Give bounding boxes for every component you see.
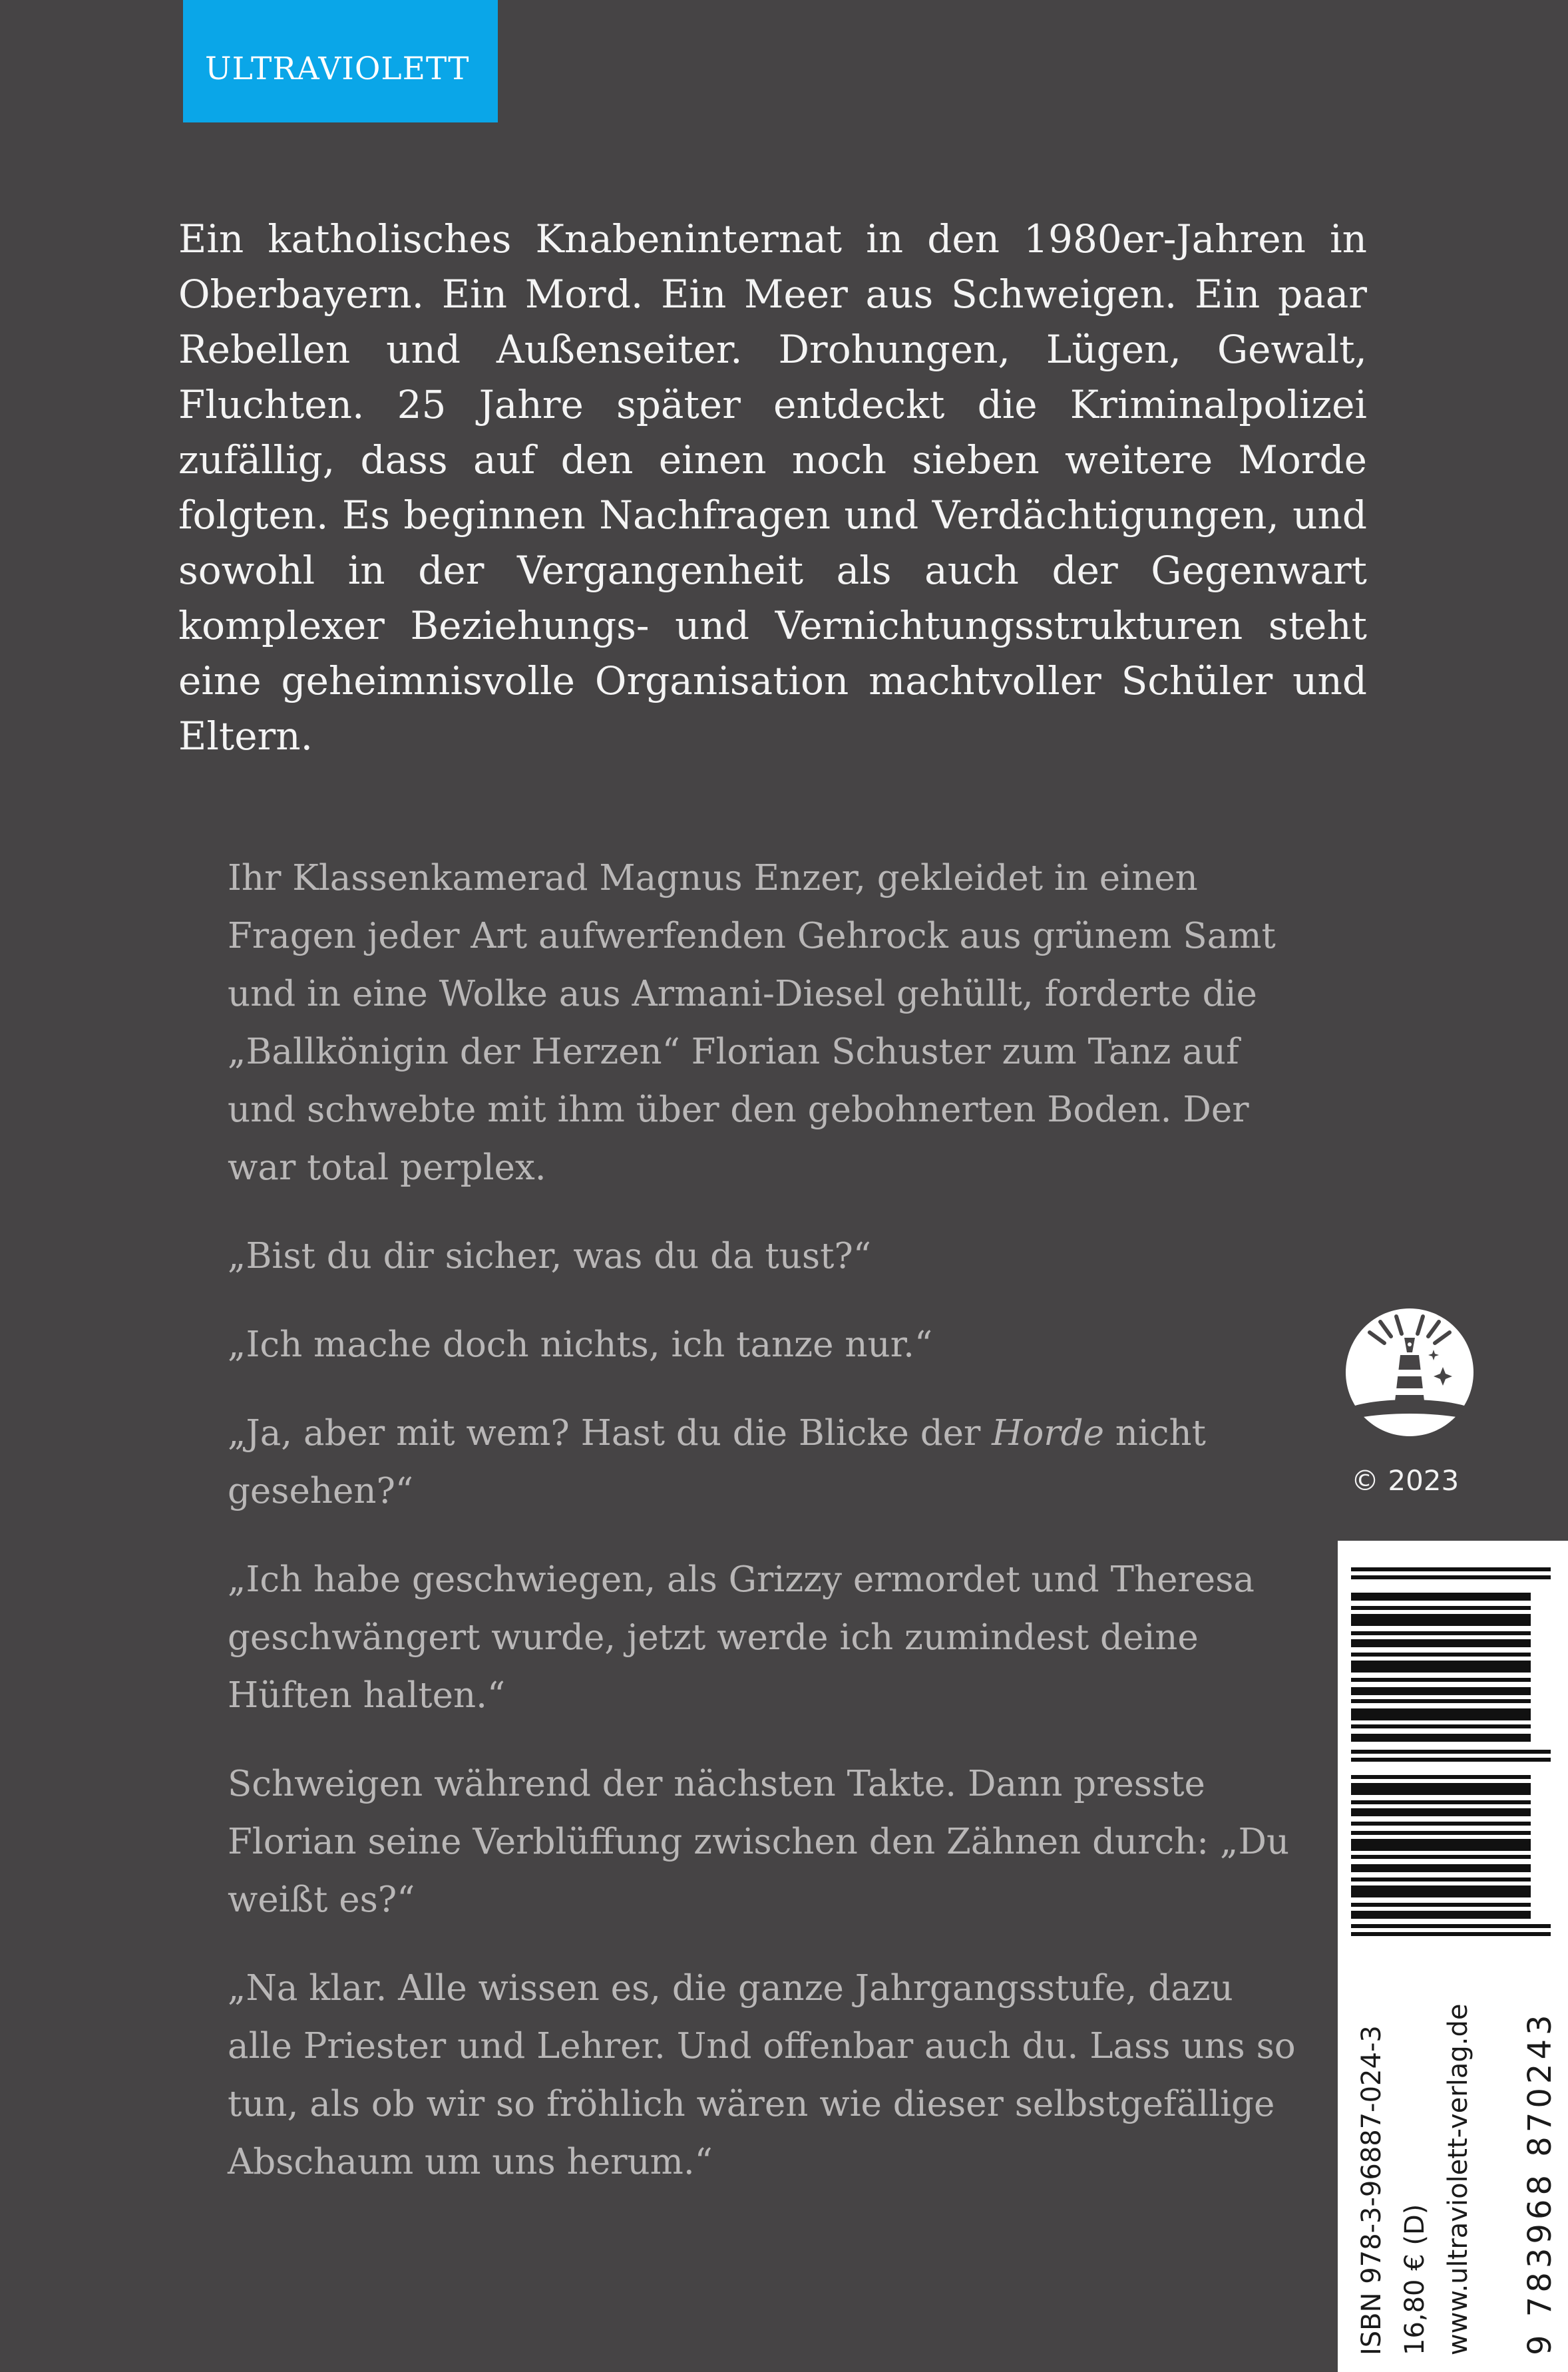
copyright-notice: © 2023 <box>1351 1464 1460 1497</box>
excerpt-text: „Ja, aber mit wem? Hast du die Blicke der <box>228 1413 992 1454</box>
price-label: 16,80 € (D) <box>1400 2204 1430 2355</box>
barcode-digits: 9 783968 870243 <box>1521 2011 1559 2355</box>
excerpt-text: nicht gesehen?“ <box>228 1413 1206 1511</box>
barcode-panel <box>1338 1541 1568 2372</box>
book-blurb: Ein katholisches Knabeninternat in den 1980er-Jahren in Oberbayern. Ein Mord. Ein Meer aus Schweigen. Ein paar Rebellen und Außenseiter. Drohungen, Lügen, Gewalt, Fluchten. 25 Jahre später entdeckt die Kriminalpolizei zufällig, dass auf den einen noch sieben weitere Morde folgten. Es beginnen Nachfragen und Verdächtigungen, und sowohl in der Vergangenheit als auch der Gegenwart komplexer Beziehungs- und Vernichtungsstrukturen steht eine geheimnisvolle Organisation machtvoller Schüler und Eltern. <box>178 216 1367 759</box>
book-excerpt <box>228 849 1306 2222</box>
excerpt-paragraph: „Bist du dir sicher, was du da tust?“ <box>228 1236 871 1277</box>
publisher-name: ULTRAVIOLETT <box>205 51 470 87</box>
excerpt-paragraph: „Na klar. Alle wissen es, die ganze Jahrgangsstufe, dazu alle Priester und Lehrer. Und offenbar auch du. Lass uns so tun, als ob wir so fröhlich wären wie dieser selbstgefällige Abschaum um uns herum.“ <box>228 1968 1296 2182</box>
excerpt-emphasis: Horde <box>992 1413 1104 1454</box>
barcode-block <box>1343 1543 1563 2369</box>
publisher-logo-tab <box>183 0 498 122</box>
excerpt-paragraph: Ihr Klassenkamerad Magnus Enzer, gekleidet in einen Fragen jeder Art aufwerfenden Gehrock aus grünem Samt und in eine Wolke aus Armani-Diesel gehüllt, forderte die „Ballkönigin der Herzen“ Florian Schuster zum Tanz auf und schwebte mit ihm über den gebohnerten Boden. Der war total perplex. <box>228 858 1276 1188</box>
publisher-url: www.ultraviolett-verlag.de <box>1443 2003 1473 2355</box>
excerpt-paragraph: „Ich habe geschwiegen, als Grizzy ermordet und Theresa geschwängert wurde, jetzt werde ich zumindest deine Hüften halten.“ <box>228 1559 1255 1716</box>
excerpt-paragraph: Schweigen während der nächsten Takte. Dann presste Florian seine Verblüffung zwischen den Zähnen durch: „Du weißt es?“ <box>228 1764 1290 1920</box>
lighthouse-icon <box>1343 1306 1476 1439</box>
excerpt-paragraph <box>228 1404 1306 1520</box>
excerpt-paragraph: „Ich mache doch nichts, ich tanze nur.“ <box>228 1324 933 1365</box>
barcode-bars <box>1351 1563 1551 1936</box>
isbn-number: ISBN 978-3-96887-024-3 <box>1356 2025 1387 2355</box>
